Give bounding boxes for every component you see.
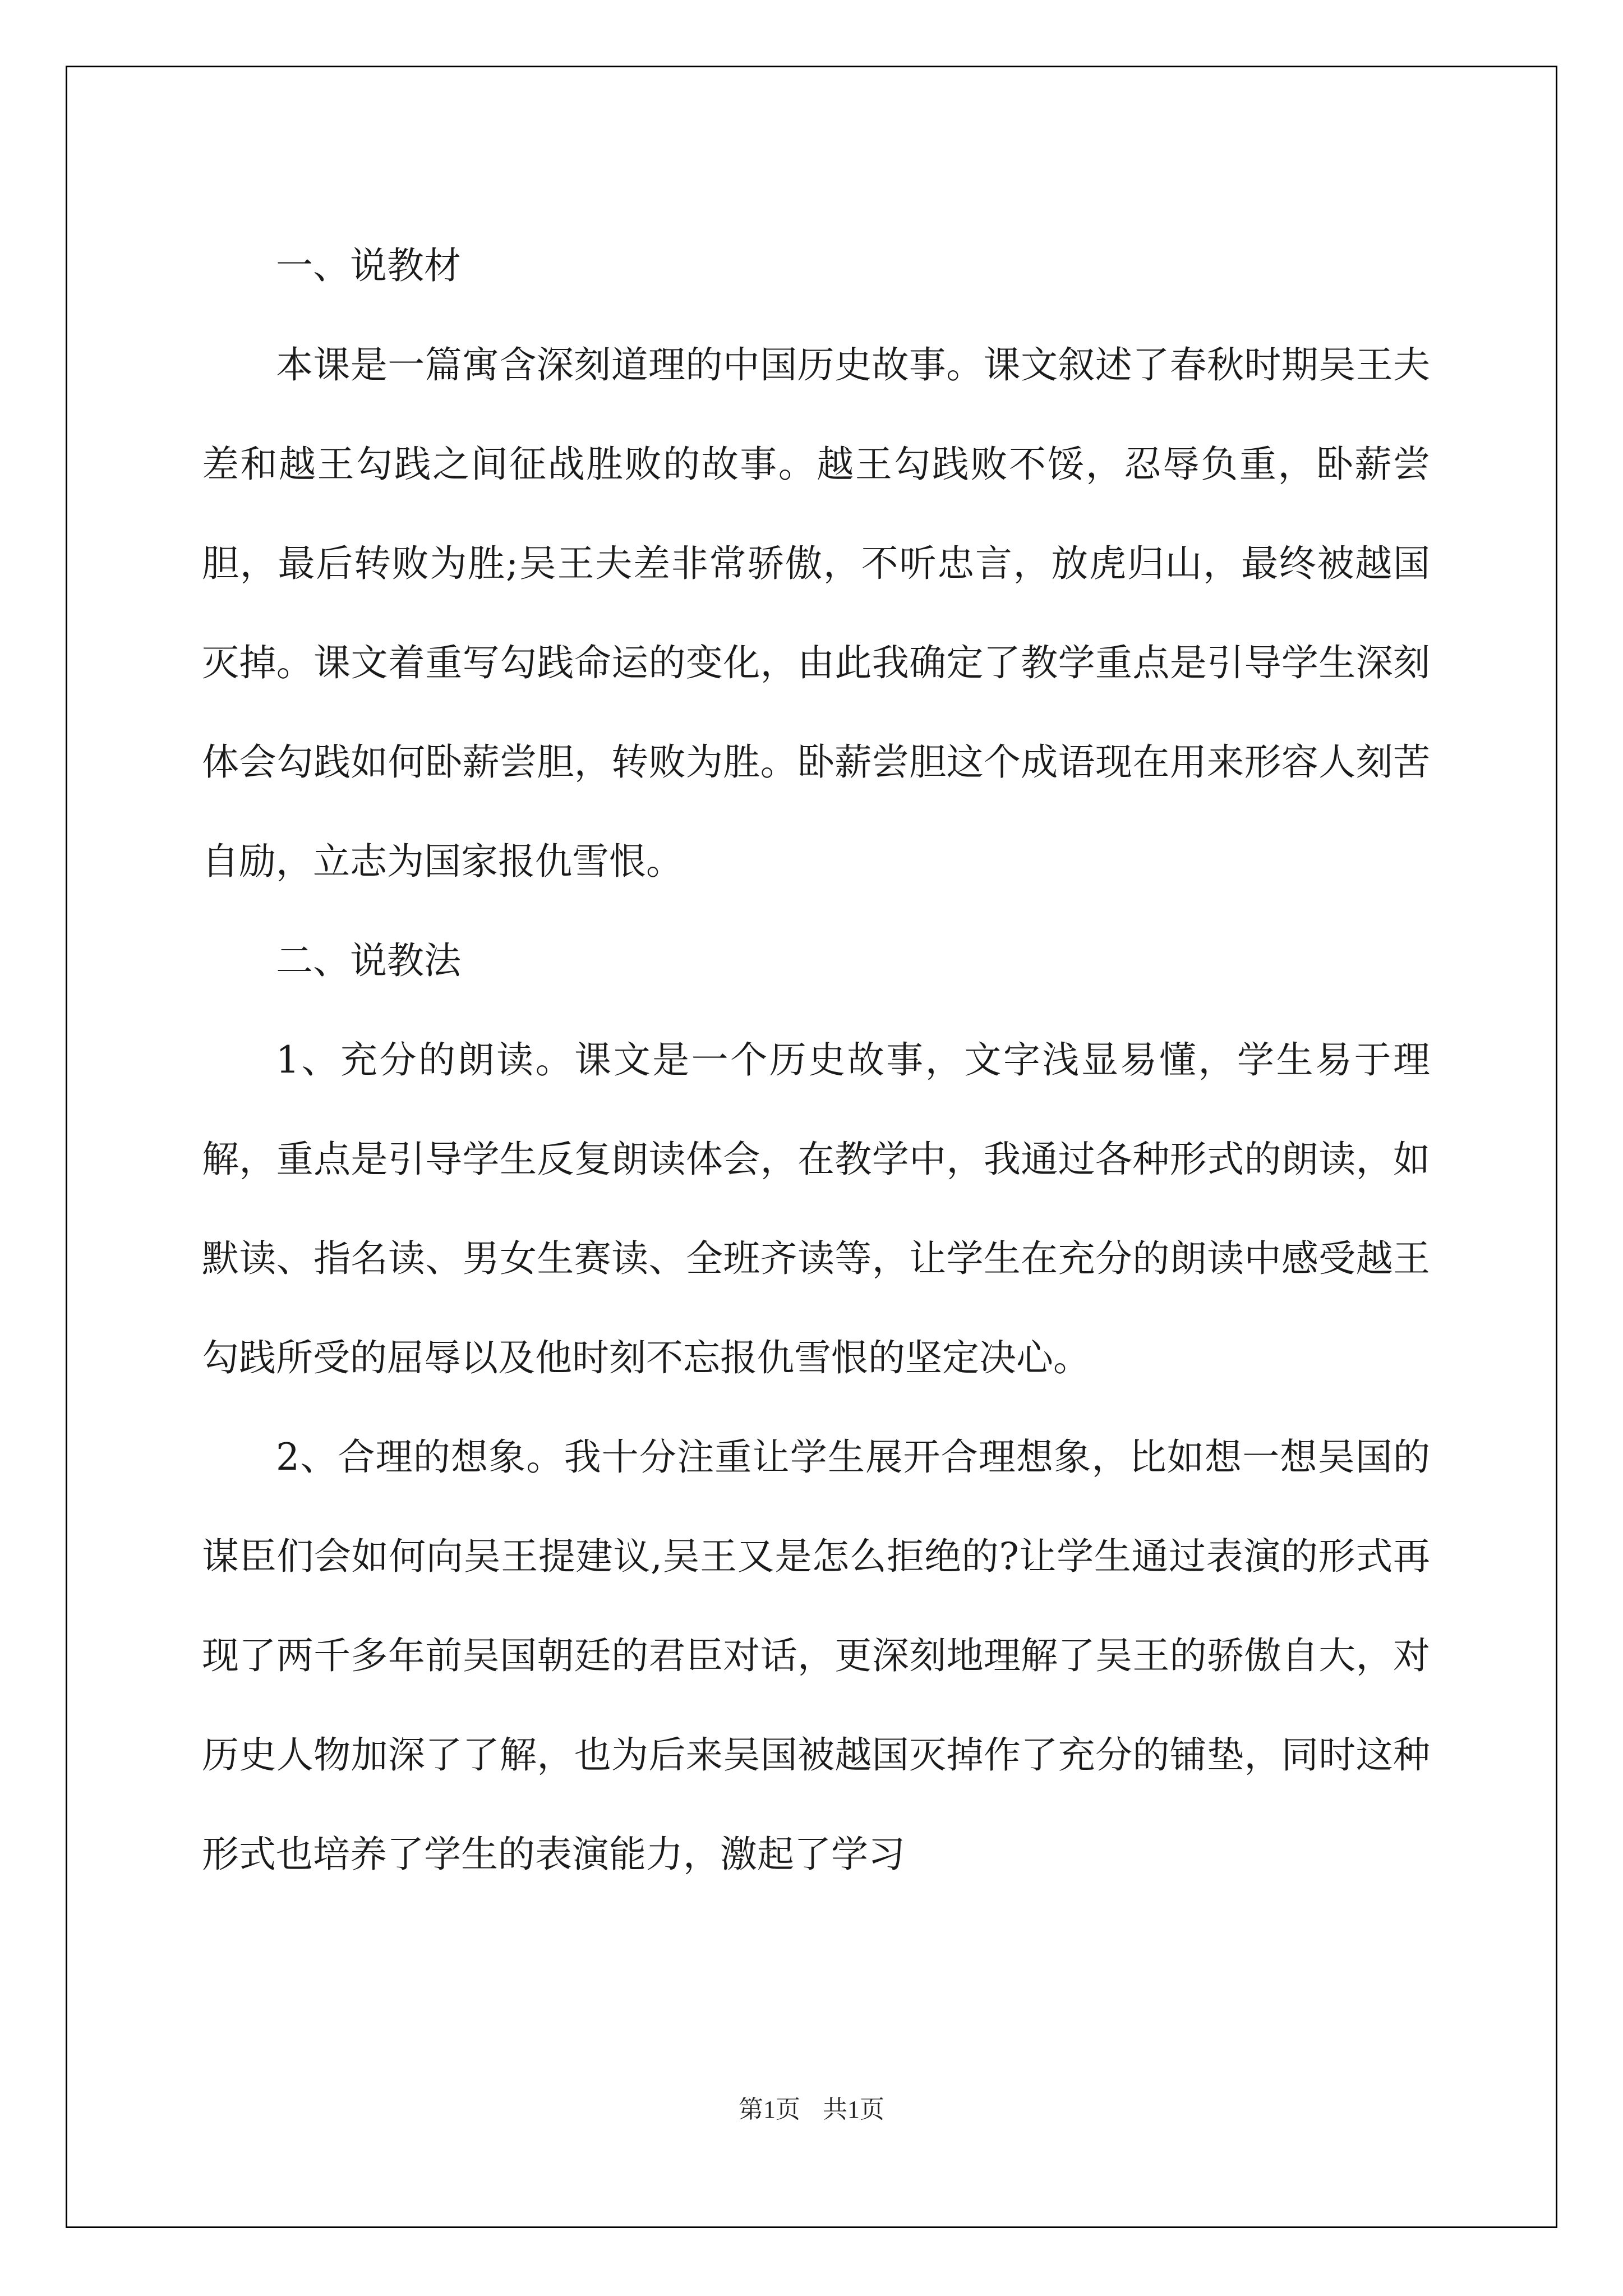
section-heading: 一、说教材 xyxy=(276,244,461,287)
paragraph: 本课是一篇寓含深刻道理的中国历史故事。课文叙述了春秋时期吴王夫差和越王勾践之间征战胜败的故事。越王勾践败不馁，忍辱负重，卧薪尝胆，最后转败为胜;吴王夫差非常骄傲，不听忠言，放虎归山，最终被越国灭掉。课文着重写勾践命运的变化，由此我确定了教学重点是引导学生深刻体会勾践如何卧薪尝胆，转败为胜。卧薪尝胆这个成语现在用来形容人刻苦自励，立志为国家报仇雪恨。 xyxy=(202,343,1430,883)
paragraph: 1、充分的朗读。课文是一个历史故事，文字浅显易懂，学生易于理解，重点是引导学生反复朗读体会，在教学中，我通过各种形式的朗读，如默读、指名读、男女生赛读、全班齐读等，让学生在充分的朗读中感受越王勾践所受的屈辱以及他时刻不忘报仇雪恨的坚定决心。 xyxy=(202,1038,1430,1379)
page-footer xyxy=(0,2089,1623,2125)
page-number-current: 第1页 xyxy=(739,2096,800,2123)
paragraph: 2、合理的想象。我十分注重让学生展开合理想象，比如想一想吴国的谋臣们会如何向吴王提建议,吴王又是怎么拒绝的?让学生通过表演的形式再现了两千多年前吴国朝廷的君臣对话，更深刻地理解了吴王的骄傲自大，对历史人物加深了了解，也为后来吴国被越国灭掉作了充分的铺垫，同时这种形式也培养了学生的表演能力，激起了学习 xyxy=(202,1435,1430,1876)
section-heading: 二、说教法 xyxy=(276,939,461,982)
document-body xyxy=(202,216,1430,1904)
page-number-total: 共1页 xyxy=(823,2096,884,2123)
